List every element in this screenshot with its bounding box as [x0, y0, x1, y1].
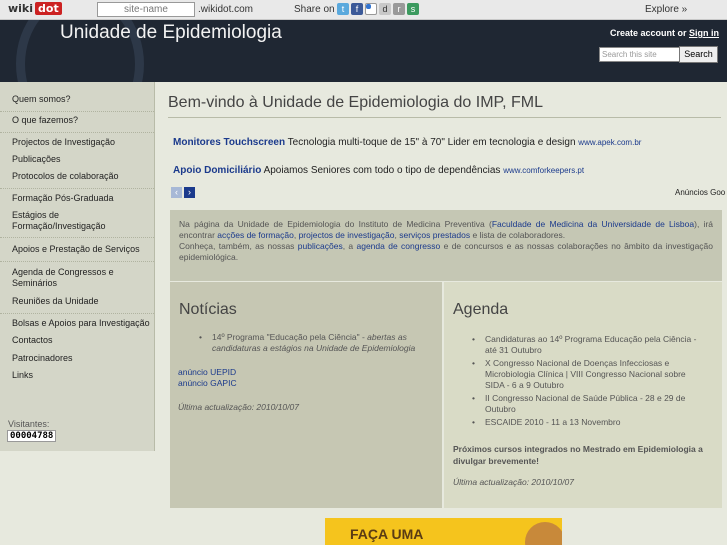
digg-icon[interactable]: d [379, 3, 391, 15]
bullet-icon: • [199, 332, 202, 342]
agenda-item-text: ESCAIDE 2010 - 11 a 13 Novembro [485, 417, 621, 427]
anuncio-gapic-link[interactable]: anúncio GAPIC [178, 378, 237, 388]
agenda-updated: Última actualização: 2010/10/07 [453, 477, 574, 487]
agenda-link[interactable]: agenda de congresso [356, 241, 441, 251]
account-links [610, 28, 719, 38]
ad-url[interactable]: www.apek.com.br [578, 138, 642, 147]
chevron-right-icon[interactable]: › [184, 187, 195, 198]
twitter-icon[interactable]: t [337, 3, 349, 15]
list-item [472, 358, 703, 391]
chevron-left-icon[interactable]: ‹ [171, 187, 182, 198]
agenda-item-text: Candidaturas ao 14º Programa Educação pela Ciência - até 31 Outubro [485, 334, 697, 355]
sidebar-item-reunioes[interactable]: Reuniões da Unidade [12, 296, 99, 306]
site-title[interactable]: Unidade de Epidemiologia [60, 22, 282, 43]
share-icons [337, 3, 421, 16]
anuncio-uepid-link[interactable]: anúncio UEPID [178, 367, 237, 377]
intro-text-part: Conheça, também, as nossas [179, 241, 298, 251]
sidebar-divider [0, 261, 154, 262]
sidebar-divider [0, 111, 154, 112]
agenda-list [472, 334, 703, 428]
stumbleupon-icon[interactable]: s [407, 3, 419, 15]
news-item-detail: abertas as candidaturas a estágios na Unidade de Epidemiologia [212, 332, 416, 353]
logo-dot: dot [35, 2, 62, 15]
sign-in-link[interactable]: Sign in [689, 28, 719, 38]
sidebar-divider [0, 237, 154, 238]
search-input[interactable]: Search this site [599, 47, 681, 62]
list-item [472, 393, 703, 415]
delicious-icon[interactable] [365, 3, 377, 15]
agenda-box [444, 282, 722, 508]
sidebar-item-formacao[interactable]: Formação Pós-Graduada [12, 193, 114, 203]
side-nav [0, 82, 155, 451]
search-button[interactable]: Search [679, 46, 718, 63]
agenda-title: Agenda [453, 301, 509, 318]
wikidot-logo[interactable] [8, 2, 62, 17]
bullet-icon: • [472, 334, 475, 344]
ad-nav [171, 186, 197, 198]
agenda-item-text: II Congresso Nacional de Saúde Pública - 28 e 29 de Outubro [485, 393, 686, 414]
sidebar-item-contactos[interactable]: Contactos [12, 335, 53, 345]
bullet-icon: • [472, 358, 475, 368]
banner-photo [525, 522, 562, 545]
sidebar-item-protocolos[interactable]: Protocolos de colaboração [12, 171, 119, 181]
ad-item [173, 165, 584, 176]
list-item [472, 334, 703, 356]
news-updated: Última actualização: 2010/10/07 [178, 402, 299, 412]
news-item-text: 14º Programa "Educação pela Ciência" - [212, 332, 368, 342]
intro-text-part: e de concursos e as nossas colaborações no âmbito da investigação epidemiológica. [179, 241, 713, 262]
facebook-icon[interactable]: f [351, 3, 363, 15]
intro-text-part: Na página da Unidade de Epidemiologia do Instituto de Medicina Preventiva ( [179, 219, 492, 229]
site-name-input[interactable]: site-name [97, 2, 195, 17]
intro-text-part: e lista de colaboradores. [470, 230, 566, 240]
explore-link[interactable]: Explore » [645, 4, 688, 15]
ad-url[interactable]: www.comforkeepers.pt [503, 166, 585, 175]
news-list [199, 332, 422, 354]
bullet-icon: • [472, 417, 475, 427]
sidebar-divider [0, 313, 154, 314]
projectos-link[interactable]: projectos de investigação [298, 230, 395, 240]
news-title: Notícias [179, 301, 237, 318]
sidebar-item-projectos[interactable]: Projectos de Investigação [12, 137, 116, 147]
bullet-icon: • [472, 393, 475, 403]
intro-text-part: , a [342, 241, 357, 251]
sidebar-item-patrocinadores[interactable]: Patrocinadores [12, 353, 73, 363]
servicos-link[interactable]: serviços prestados [399, 230, 471, 240]
title-divider [168, 117, 721, 118]
sidebar-item-quem-somos[interactable]: Quem somos? [12, 94, 71, 104]
list-item [472, 417, 703, 428]
page-title: Bem-vindo à Unidade de Epidemiologia do IMP, FML [168, 94, 544, 111]
sidebar-item-o-que-fazemos[interactable]: O que fazemos? [12, 115, 79, 125]
ad-link[interactable]: Monitores Touchscreen [173, 137, 286, 148]
wikidot-toolbar [0, 0, 727, 20]
sidebar-item-estagios[interactable]: Estágios de Formação/Investigação [12, 210, 106, 231]
news-links [178, 367, 237, 389]
sidebar-item-links[interactable]: Links [12, 370, 34, 380]
news-box [170, 282, 442, 508]
agenda-notice: Próximos cursos integrados no Mestrado em Epidemiologia a divulgar brevemente! [453, 444, 703, 466]
share-label: Share on [294, 4, 335, 15]
ad-text: Apoiamos Seniores com todo o tipo de dependências [263, 165, 501, 176]
create-account-link[interactable]: Create account or [609, 28, 687, 38]
fmul-link[interactable]: Faculdade de Medicina da Universidade de Lisboa [491, 219, 695, 229]
sidebar-divider [0, 132, 154, 133]
ads-label: Anúncios Goo [675, 188, 726, 197]
sidebar-item-apoios[interactable]: Apoios e Prestação de Serviços [12, 244, 140, 254]
intro-text: Na página da Unidade de Epidemiologia do Instituto de Medicina Preventiva (Faculdade de Medicina da Universidade de Lisboa), irá encontrar acções de formação, projectos de investigação, serviços prestados e lista de colaboradores. Conheça, também, as nossas publicações, a agenda de congresso e de concursos e as nossas colaborações no âmbito da investigação epidemiológica. [170, 210, 722, 281]
intro-text-part: ), irá encontrar [179, 219, 714, 240]
domain-suffix: .wikidot.com [198, 4, 254, 15]
accoes-link[interactable]: acções de formação [217, 230, 294, 240]
publicacoes-link[interactable]: publicações [297, 241, 343, 251]
ad-banner[interactable] [325, 518, 562, 545]
ad-link[interactable]: Apoio Domiciliário [173, 165, 262, 176]
sidebar-divider [0, 188, 154, 189]
sidebar-item-publicacoes[interactable]: Publicações [12, 154, 61, 164]
sidebar-item-agenda[interactable]: Agenda de Congressos e Seminários [12, 267, 114, 288]
list-item [199, 332, 422, 354]
ad-text: Tecnologia multi-toque de 15" à 70" Lider em tecnologia e design [287, 137, 576, 148]
visitors-counter: 00004788 [7, 430, 56, 442]
logo-text: wiki [8, 2, 34, 15]
reddit-icon[interactable]: r [393, 3, 405, 15]
banner-text: FAÇA UMA [350, 526, 424, 542]
sidebar-item-bolsas[interactable]: Bolsas e Apoios para Investigação [12, 318, 150, 328]
visitors-label: Visitantes: [8, 419, 50, 429]
agenda-item-text: X Congresso Nacional de Doenças Infecciosas e Microbiologia Clínica | VIII Congresso Nacional sobre SIDA - 6 a 9 Outubro [485, 358, 686, 390]
site-header [0, 20, 727, 82]
ad-item [173, 137, 641, 148]
